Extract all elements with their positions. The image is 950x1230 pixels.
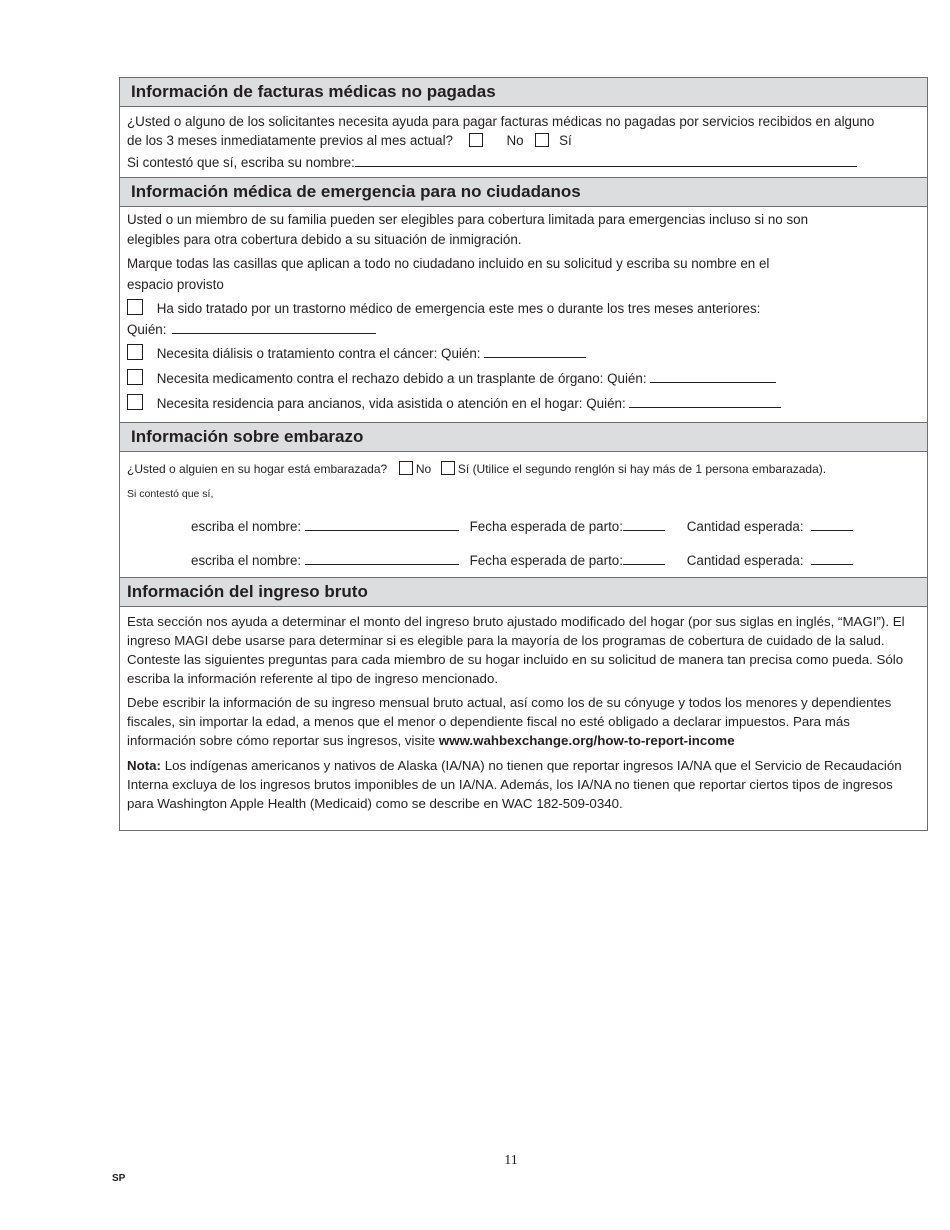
income-link[interactable]: www.wahbexchange.org/how-to-report-income [438,733,735,748]
unpaid-bills-section [120,107,927,177]
pregnancy-question: ¿Usted o alguien en su hogar está embarazada? [127,462,388,476]
unpaid-bills-yes-label: Sí [559,133,572,148]
income-para-2: Debe escribir la información de su ingreso mensual bruto actual, así como los de su cónyuge y todos los menores y dependientes fiscales, sin importar la edad, a menos que el menor o dependiente fiscal no esté obligado a declarar impuestos. Para más información sobre cómo reportar sus ingresos, visite [127,695,892,748]
emergency-nursing-checkbox[interactable] [127,394,143,410]
emergency-treated-who-label: Quién: [127,322,167,337]
emergency-antirejection-who-field[interactable] [650,370,776,383]
unpaid-bills-name-field[interactable] [355,154,857,167]
unpaid-bills-yes-checkbox[interactable] [535,133,549,147]
income-header: Información del ingreso bruto [120,577,927,607]
emergency-treated-checkbox[interactable] [127,299,143,315]
pregnancy-qty-label: Cantidad esperada: [686,519,804,534]
pregnancy-qty-label: Cantidad esperada: [686,553,804,568]
emergency-section [120,207,927,422]
pregnancy-due-field-1[interactable] [623,518,665,531]
pregnancy-name-label: escriba el nombre: [191,519,302,534]
pregnancy-due-field-2[interactable] [623,552,665,565]
unpaid-bills-no-label: No [506,133,524,148]
emergency-dialysis-who-field[interactable] [484,345,586,358]
income-note-label: Nota: [127,758,161,773]
emergency-header: Información médica de emergencia para no ciudadanos [120,177,927,207]
pregnancy-no-checkbox[interactable] [399,461,413,475]
pregnancy-row-2 [127,551,919,571]
unpaid-bills-no-checkbox[interactable] [469,133,483,147]
pregnancy-name-field-1[interactable] [305,518,459,531]
pregnancy-if-yes: Si contestó que sí, [127,488,214,500]
emergency-treated-label: Ha sido tratado por un trastorno médico de emergencia este mes o durante los tres meses anteriores: [156,301,761,316]
emergency-nursing-who-field[interactable] [629,395,781,408]
unpaid-bills-header: Información de facturas médicas no pagadas [120,78,927,107]
unpaid-bills-question: ¿Usted o alguno de los solicitantes necesita ayuda para pagar facturas médicas no pagadas por servicios recibidos en alguno de los 3 meses inmediatamente previos al mes actual? [127,114,875,148]
emergency-instructions: Marque todas las casillas que aplican a todo no ciudadano incluido en su solicitud y escriba su nombre en el espacio provisto [127,256,770,292]
emergency-treated-who-field[interactable] [172,321,376,334]
pregnancy-no-label: No [415,462,432,476]
emergency-dialysis-label: Necesita diálisis o tratamiento contra el cáncer: Quién: [156,346,481,361]
pregnancy-section [120,452,927,577]
pregnancy-due-label: Fecha esperada de parto: [469,519,623,534]
income-note: Los indígenas americanos y nativos de Alaska (IA/NA) no tienen que reportar ingresos IA/NA que el Servicio de Recaudación Interna excluya de los ingresos brutos imponibles de un IA/NA. Además, los IA/NA no tienen que reportar ciertos tipos de ingresos para Washington Apple Health (Medicaid) como se describe en WAC 182-509-0340. [127,758,902,811]
pregnancy-row-1 [127,517,919,537]
pregnancy-due-label: Fecha esperada de parto: [469,553,623,568]
emergency-antirejection-checkbox[interactable] [127,369,143,385]
emergency-antirejection-label: Necesita medicamento contra el rechazo debido a un trasplante de órgano: Quién: [156,371,647,386]
pregnancy-name-label: escriba el nombre: [191,553,302,568]
application-form-page [119,77,928,831]
pregnancy-yes-checkbox[interactable] [441,461,455,475]
unpaid-bills-name-label: Si contestó que sí, escriba su nombre: [127,155,355,170]
pregnancy-qty-field-1[interactable] [811,518,853,531]
emergency-intro: Usted o un miembro de su familia pueden ser elegibles para cobertura limitada para emergencias incluso si no son elegibles para otra cobertura debido a su situación de inmigración. [127,212,809,247]
emergency-dialysis-checkbox[interactable] [127,344,143,360]
pregnancy-name-field-2[interactable] [305,552,459,565]
footer-code: SP [112,1173,126,1184]
pregnancy-qty-field-2[interactable] [811,552,853,565]
income-para-1: Esta sección nos ayuda a determinar el monto del ingreso bruto ajustado modificado del hogar (por sus siglas en inglés, “MAGI”). El ingreso MAGI debe usarse para determinar si es elegible para la mayoría de los programas de cobertura de cuidado de la salud. Conteste las siguientes preguntas para cada miembro de su hogar incluido en su solicitud de manera tan precisa como pueda. Sólo escriba la información referente al tipo de ingreso mencionado. [127,614,905,686]
emergency-nursing-label: Necesita residencia para ancianos, vida asistida o atención en el hogar: Quién: [156,396,626,411]
income-section [120,607,927,830]
pregnancy-yes-label: Sí (Utilice el segundo renglón si hay más de 1 persona embarazada). [457,462,827,476]
page-number: 11 [504,1153,518,1168]
pregnancy-header: Información sobre embarazo [120,422,927,452]
